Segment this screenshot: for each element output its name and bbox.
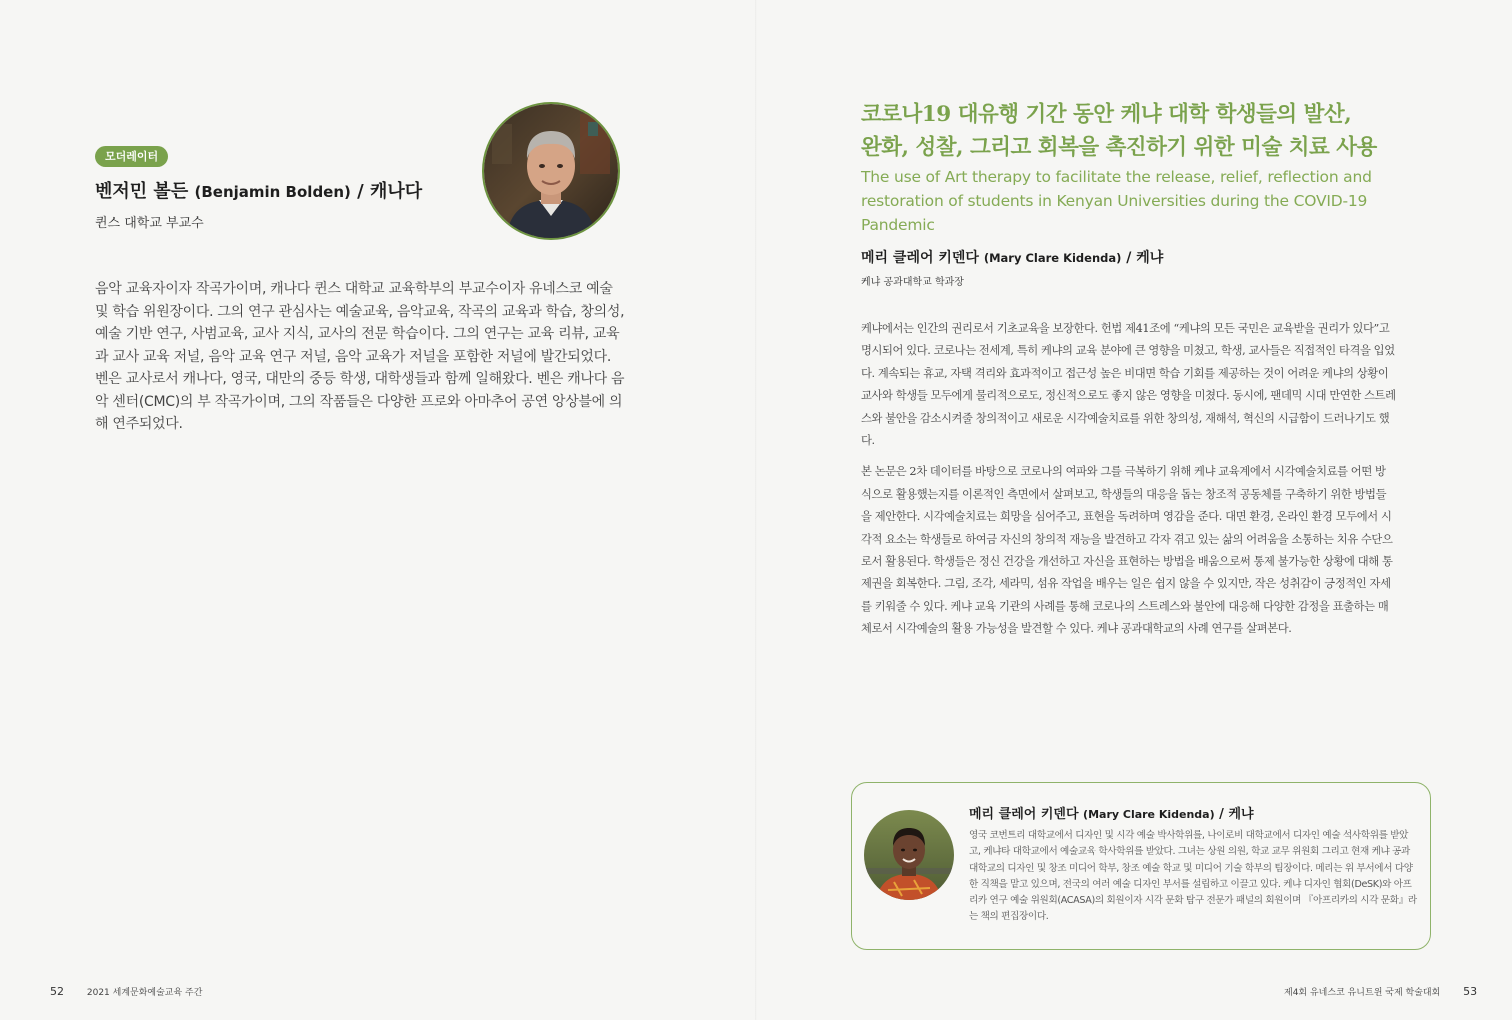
author-portrait-image [864,810,954,900]
right-footer-text: 제4회 유네스코 유니트윈 국제 학술대회 [1284,988,1441,998]
left-footer-text: 2021 세계문화예술교육 주간 [86,988,203,998]
author-name-ko: 메리 클레어 키덴다 [861,250,984,266]
moderator-name-en: (Benjamin Bolden) [194,183,351,201]
left-page-number: 52 [50,985,64,998]
moderator-portrait [482,102,620,240]
abstract-paragraph-1: 케냐에서는 인간의 권리로서 기초교육을 보장한다. 헌법 제41조에 “케냐의 모든 국민은 교육받을 권리가 있다”고 명시되어 있다. 코로나는 전세계, 특히 케냐의 교육 분야에 큰 영향을 미쳤고, 학생, 교사들은 직접적인 타격을 입었다. 계속되는 휴교, 자택 격리와 효과적이고 접근성 높은 비대면 학습 기회를 제공하는 것이 어려운 케냐의 상황이 교사와 학생들 모두에게 물리적으로도, 정신적으로도 좋지 않은 영향을 미쳤다. 동시에, 팬데믹 시대 만연한 스트레스와 불안을 감소시켜줄 창의적이고 새로운 시각예술치료를 위한 창의성, 재해석, 혁신의 시급함이 드러나기도 했다. [861,322,1396,448]
author-name [861,247,1163,267]
right-page-number: 53 [1463,985,1478,998]
paper-title-ko-line1: 코로나19 대유행 기간 동안 케냐 대학 학생들의 발산, [861,102,1352,127]
author-name-en: (Mary Clare Kidenda) [983,251,1122,265]
author-country: / 케냐 [1121,250,1164,266]
box-author-bio: 영국 코번트리 대학교에서 디자인 및 시각 예술 박사학위를, 나이로비 대학교에서 디자인 예술 석사학위를 받았고, 케냐타 대학교에서 예술교육 학사학위를 받았다. 그녀는 상원 의원, 학교 교무 위원회 그리고 현재 케냐 공과대학교의 디자인 및 창조 미디어 학부, 창조 예술 학교 및 미디어 기술 학부의 팀장이다. 메리는 위 부서에서 다양한 직책을 맡고 있으며, 전국의 여러 예술 디자인 부서를 설립하고 이끌고 있다. 케냐 디자인 협회(DeSK)와 아프리카 연구 예술 위원회(ACASA)의 회원이자 시각 문화 탐구 전문가 패널의 회원이며 『아프리카의 시각 문화』라는 책의 편집장이다. [969,830,1417,923]
box-author-name-ko: 메리 클레어 키덴다 [969,807,1084,822]
moderator-name [95,177,422,203]
moderator-country: / 캐나다 [350,181,423,202]
box-author-name [969,803,1254,822]
box-author-name-en: (Mary Clare Kidenda) [1083,808,1215,821]
moderator-portrait-image [484,104,618,238]
paper-title-en: The use of Art therapy to facilitate the release, relief, reflection and restoration of students in Kenyan Universities during the COVID-19 Pandemic [861,168,1372,234]
moderator-badge: 모더레이터 [95,146,168,167]
left-footer [50,985,202,998]
paper-title-ko-line2: 완화, 성찰, 그리고 회복을 촉진하기 위한 미술 치료 사용 [861,135,1377,160]
moderator-name-ko: 벤저민 볼든 [95,181,195,202]
page-gutter [755,0,757,1020]
abstract-paragraph-2: 본 논문은 2차 데이터를 바탕으로 코로나의 여파와 그를 극복하기 위해 케냐 교육계에서 시각예술치료를 어떤 방식으로 활용했는지를 이론적인 측면에서 살펴보고, 학생들의 대응을 돕는 창조적 공동체를 구축하기 위한 방법들을 제안한다. 시각예술치료는 희망을 심어주고, 표현을 독려하며 영감을 준다. 대면 환경, 온라인 환경 모두에서 시각적 요소는 학생들로 하여금 자신의 창의적 재능을 발견하고 각자 겪고 있는 삶의 어려움을 소통하는 치유 수단으로서 활용된다. 학생들은 정신 건강을 개선하고 자신을 표현하는 방법을 배움으로써 통제 불가능한 상황에 대해 통제권을 회복한다. 그림, 조각, 세라믹, 섬유 작업을 배우는 일은 쉽지 않을 수 있지만, 작은 성취감이 긍정적인 자세를 키워줄 수 있다. 케냐 교육 기관의 사례를 통해 코로나의 스트레스와 불안에 대응해 다양한 감정을 표출하는 매체로서 시각예술의 활용 가능성을 발견할 수 있다. 케냐 공과대학교의 사례 연구를 살펴본다. [861,465,1393,636]
moderator-bio: 음악 교육자이자 작곡가이며, 캐나다 퀸스 대학교 교육학부의 부교수이자 유네스코 예술 및 학습 위원장이다. 그의 연구 관심사는 예술교육, 음악교육, 작곡의 교육과 학습, 창의성, 예술 기반 연구, 사범교육, 교사 지식, 교사의 전문 학습이다. 그의 연구는 교육 리뷰, 교육과 교사 교육 저널, 음악 교육 연구 저널, 음악 교육가 저널을 포함한 저널에 발간되었다. 벤은 교사로서 캐나다, 영국, 대만의 중등 학생, 대학생들과 함께 일해왔다. 벤은 캐나다 음악 센터(CMC)의 부 작곡가이며, 그의 작품들은 다양한 프로와 아마추어 공연 앙상블에 의해 연주되었다. [95,281,625,432]
box-author-country: / 케냐 [1214,807,1254,822]
author-portrait [864,810,954,900]
paper-title-ko [861,98,1421,164]
author-role: 케냐 공과대학교 학과장 [861,277,964,288]
author-bio-box [851,782,1431,950]
abstract [861,318,1396,650]
right-footer [1284,985,1477,998]
moderator-role: 퀸스 대학교 부교수 [95,216,204,231]
